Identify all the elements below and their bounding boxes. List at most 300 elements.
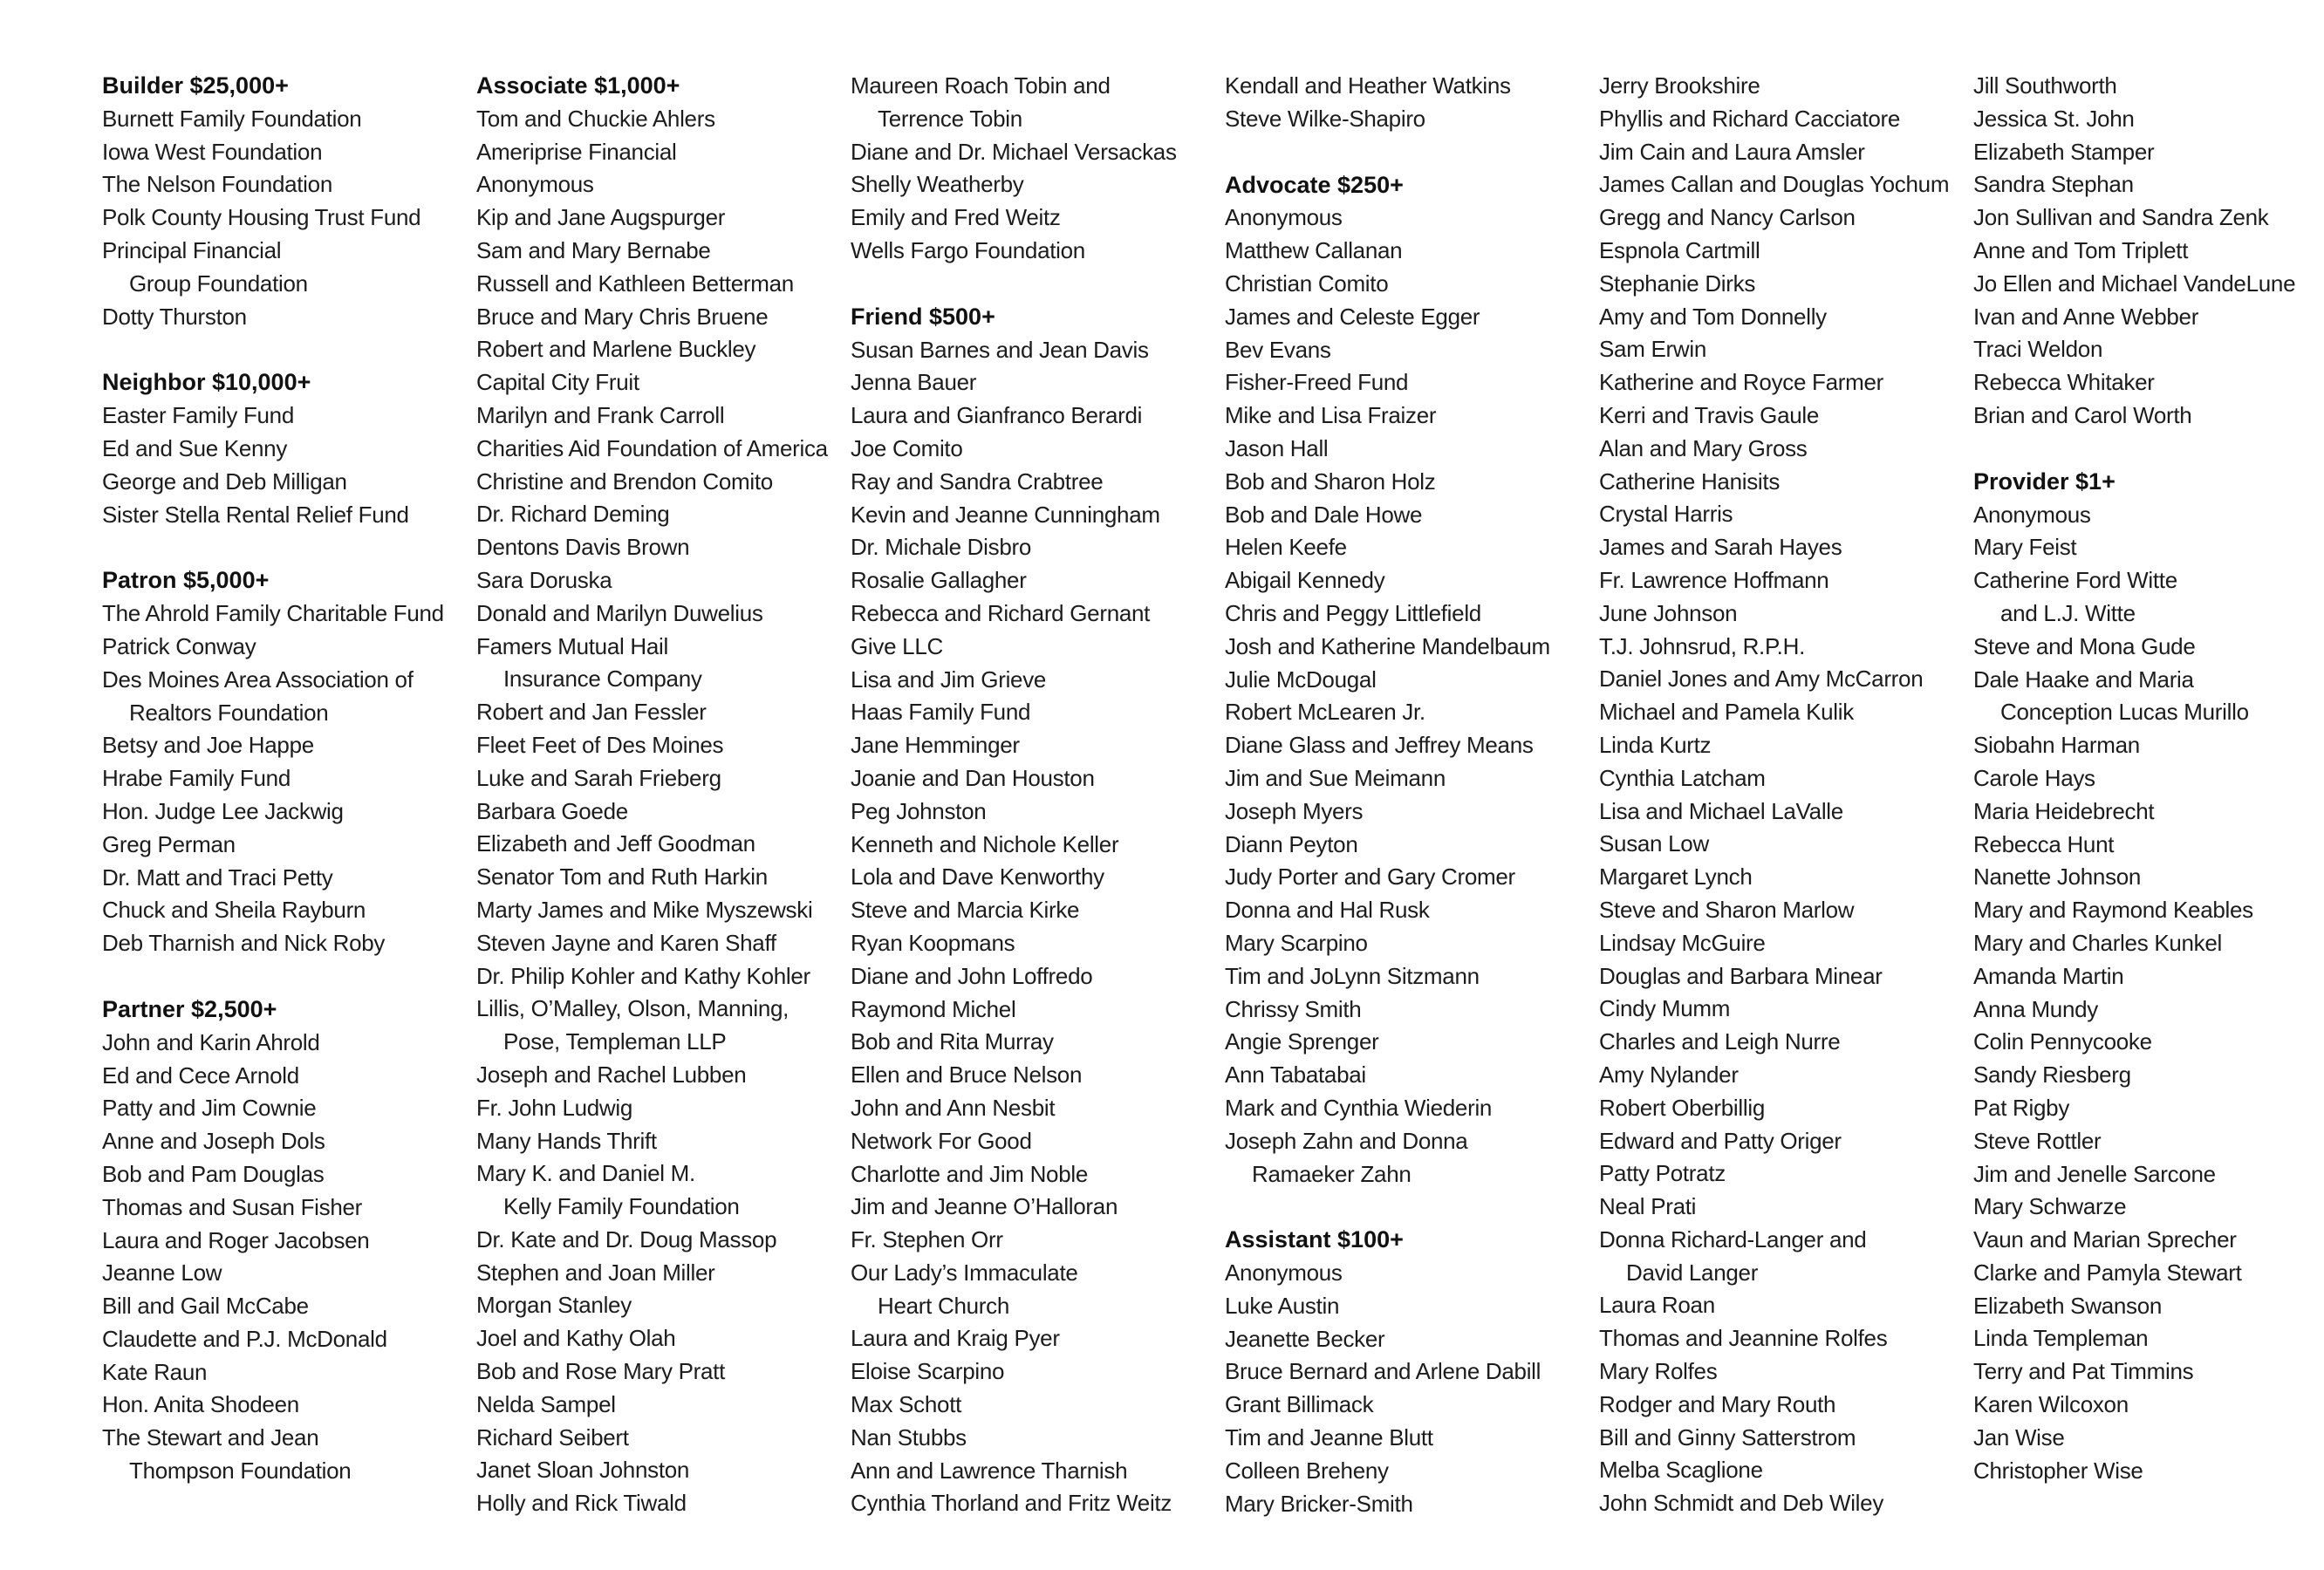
donor-name (102, 894, 468, 927)
donor-name (102, 762, 468, 795)
donor-name-line: Robert and Marlene Buckley (476, 336, 756, 363)
donor-name (476, 366, 843, 399)
donor-name-line: Donna and Hal Rusk (1225, 897, 1430, 924)
donor-name (476, 1422, 843, 1455)
donor-name (1973, 235, 2324, 268)
donor-name-line: Amy and Tom Donnelly (1599, 303, 1827, 330)
donor-name (851, 399, 1217, 433)
donor-name-line: Janet Sloan Johnston (476, 1457, 690, 1484)
donor-name-line: Clarke and Pamyla Stewart (1973, 1259, 2242, 1286)
donor-name-line: Bill and Gail McCabe (102, 1293, 309, 1320)
donor-name-line: Sam and Mary Bernabe (476, 236, 711, 263)
donor-name-line: Iowa West Foundation (102, 138, 323, 165)
donor-name-line: Joseph and Rachel Lubben (476, 1061, 747, 1088)
donor-name-line: Fr. Lawrence Hoffmann (1599, 566, 1829, 593)
donor-name-line: Eloise Scarpino (851, 1358, 1005, 1385)
donor-name-line: Many Hands Thrift (476, 1127, 657, 1154)
donor-name (851, 201, 1217, 235)
donor-name-line: Easter Family Fund (102, 402, 295, 429)
donor-name-line: Christopher Wise (1973, 1457, 2143, 1484)
donor-name (1225, 1026, 1591, 1059)
donor-name (851, 1257, 1217, 1323)
donor-name (851, 466, 1217, 499)
donor-name (1599, 696, 1965, 729)
donor-name-line: Dr. Richard Deming (476, 501, 670, 528)
donor-name-continuation: Kelly Family Foundation (503, 1193, 740, 1220)
donor-name (851, 235, 1217, 268)
donor-name (851, 664, 1217, 697)
donor-name (1599, 564, 1965, 597)
donor-name (1599, 103, 1965, 136)
donor-name (1225, 1290, 1591, 1323)
donor-section (1973, 466, 2324, 1488)
donor-name-line: Mark and Cynthia Wiederin (1225, 1094, 1493, 1121)
donor-name-line: Barbara Goede (476, 797, 628, 824)
donor-name (102, 1027, 468, 1060)
donor-name (851, 1191, 1217, 1224)
donor-name (1225, 499, 1591, 532)
donor-name-line: Jeanne Low (102, 1259, 222, 1287)
donor-name-line: Luke Austin (1225, 1292, 1340, 1319)
donor-name (476, 333, 843, 366)
donor-name (1973, 1322, 2324, 1355)
donor-name (1973, 1355, 2324, 1389)
donor-name (851, 1389, 1217, 1422)
donor-name-line: Bob and Dale Howe (1225, 501, 1423, 528)
donor-name-line: Anne and Tom Triplett (1973, 236, 2189, 263)
donor-name-line: Rebecca Hunt (1973, 830, 2115, 857)
donor-name (1225, 466, 1591, 499)
donor-name-line: Ray and Sandra Crabtree (851, 468, 1104, 495)
donor-name-line: Principal Financial (102, 236, 282, 263)
donor-name-line: Katherine and Royce Farmer (1599, 369, 1884, 396)
donor-name (1225, 729, 1591, 762)
donor-name-line: Anonymous (1225, 204, 1343, 231)
donor-name (1225, 1125, 1591, 1191)
donor-name-line: Patrick Conway (102, 632, 256, 659)
donor-name-line: Mary and Charles Kunkel (1973, 929, 2223, 956)
donor-column (851, 70, 1217, 1553)
donor-name-line: The Stewart and Jean (102, 1424, 319, 1451)
donor-name-line: Helen Keefe (1225, 534, 1347, 561)
donor-name-line: Laura and Kraig Pyer (851, 1325, 1060, 1352)
donor-name-line: Rodger and Mary Routh (1599, 1390, 1836, 1417)
donor-name (1599, 498, 1965, 531)
donor-name (476, 927, 843, 960)
donor-name (102, 301, 468, 334)
donor-name (102, 1225, 468, 1258)
donor-name-line: Ivan and Anne Webber (1973, 303, 2199, 330)
donor-name-line: Jenna Bauer (851, 369, 977, 396)
donor-name (476, 1454, 843, 1487)
donor-name-line: Tim and Jeanne Blutt (1225, 1424, 1433, 1451)
donor-name-line: The Nelson Foundation (102, 171, 332, 198)
donor-name-line: Donald and Marilyn Duwelius (476, 599, 763, 626)
donor-name-continuation: Heart Church (878, 1292, 1010, 1319)
donor-name (1973, 499, 2324, 532)
donor-name-line: Claudette and P.J. McDonald (102, 1325, 387, 1352)
donor-name (1225, 1059, 1591, 1092)
donor-name (1599, 1389, 1965, 1422)
section-heading: Provider $1+ (1973, 468, 2116, 495)
donor-name (1225, 399, 1591, 433)
donor-name (851, 1455, 1217, 1488)
donor-name-line: Joseph Myers (1225, 797, 1364, 824)
donor-name (851, 696, 1217, 729)
donor-name (851, 1059, 1217, 1092)
donor-name (102, 664, 468, 730)
donor-name (1599, 235, 1965, 268)
donor-name-line: John and Karin Ahrold (102, 1028, 320, 1055)
donor-name-continuation: Pose, Templeman LLP (503, 1028, 727, 1055)
donor-name-line: Mary Schwarze (1973, 1193, 2127, 1220)
donor-name-line: Julie McDougal (1225, 666, 1377, 693)
donor-name-line: Rebecca and Richard Gernant (851, 599, 1151, 626)
donor-name-line: Kendall and Heather Watkins (1225, 72, 1511, 99)
donor-name (1225, 1389, 1591, 1422)
donor-name-line: Jeanette Becker (1225, 1325, 1385, 1352)
donor-name (1973, 1257, 2324, 1290)
donor-name-line: Patty Potratz (1599, 1160, 1726, 1187)
donor-name (102, 201, 468, 235)
donor-name-line: The Ahrold Family Charitable Fund (102, 600, 444, 627)
donor-name-line: Greg Perman (102, 830, 236, 857)
donor-name (476, 993, 843, 1059)
donor-name-line: Mary Bricker-Smith (1225, 1490, 1413, 1517)
donor-name (476, 631, 843, 697)
donor-name (1599, 1289, 1965, 1322)
donor-name (102, 1257, 468, 1290)
donor-name (1973, 366, 2324, 399)
donor-name (476, 1224, 843, 1257)
donor-name (102, 168, 468, 201)
donor-name (476, 1125, 843, 1158)
donor-name-continuation: Insurance Company (503, 666, 702, 693)
donor-name-line: Holly and Rick Tiwald (476, 1490, 687, 1517)
donor-name-line: Mary and Raymond Keables (1973, 897, 2253, 924)
donor-name (102, 499, 468, 532)
donor-name (1973, 861, 2324, 894)
donor-name-line: Chrissy Smith (1225, 995, 1362, 1022)
donor-name-line: Charlotte and Jim Noble (851, 1160, 1089, 1187)
donor-name-line: Dentons Davis Brown (476, 534, 690, 561)
donor-name (102, 1323, 468, 1356)
donor-name-line: Steve Rottler (1973, 1127, 2102, 1154)
donor-name-line: Wells Fargo Foundation (851, 236, 1085, 263)
donor-column (102, 70, 468, 1521)
donor-name (1225, 927, 1591, 960)
donor-name (1973, 70, 2324, 103)
donor-name (1225, 1422, 1591, 1455)
donor-name-line: Gregg and Nancy Carlson (1599, 204, 1856, 231)
donor-name-line: Brian and Carol Worth (1973, 401, 2192, 428)
donor-name (851, 1224, 1217, 1257)
donor-name-line: Jason Hall (1225, 434, 1329, 461)
donor-name (102, 631, 468, 664)
donor-name-line: Dotty Thurston (102, 303, 247, 330)
donor-name-continuation: David Langer (1626, 1259, 1759, 1286)
donor-name-line: Abigail Kennedy (1225, 567, 1385, 594)
donor-name (476, 1289, 843, 1322)
donor-name (851, 597, 1217, 631)
donor-name (1599, 927, 1965, 960)
donor-name-line: Bob and Rose Mary Pratt (476, 1358, 726, 1385)
donor-section (102, 564, 468, 960)
donor-name-line: June Johnson (1599, 599, 1738, 626)
donor-name-line: Jon Sullivan and Sandra Zenk (1973, 204, 2269, 231)
donor-name-line: Diane Glass and Jeffrey Means (1225, 732, 1534, 759)
donor-name-line: Jim and Jeanne O’Halloran (851, 1193, 1118, 1220)
donor-name-line: Lola and Dave Kenworthy (851, 864, 1104, 891)
donor-name (476, 696, 843, 729)
donor-name (476, 795, 843, 829)
donor-name-line: Colleen Breheny (1225, 1457, 1389, 1484)
section-heading: Advocate $250+ (1225, 171, 1404, 198)
donor-name-line: Shelly Weatherby (851, 171, 1024, 198)
donor-name (1225, 103, 1591, 136)
donor-name-line: Bruce Bernard and Arlene Dabill (1225, 1358, 1541, 1385)
donor-name (1973, 103, 2324, 136)
donor-name (102, 1356, 468, 1389)
donor-name (1973, 762, 2324, 795)
donor-name (476, 762, 843, 795)
donor-name-line: Lillis, O’Malley, Olson, Manning, (476, 995, 789, 1022)
donor-name-line: Crystal Harris (1599, 501, 1733, 528)
donor-name-line: Sandy Riesberg (1973, 1061, 2131, 1089)
donor-name-line: Joseph Zahn and Donna (1225, 1127, 1468, 1154)
donor-name (476, 136, 843, 169)
donor-name-line: Robert McLearen Jr. (1225, 699, 1425, 726)
donor-name-line: Lindsay McGuire (1599, 929, 1766, 956)
donor-section (851, 70, 1217, 268)
donor-name (476, 1322, 843, 1355)
donor-name-line: Ann Tabatabai (1225, 1061, 1366, 1089)
donor-name (1973, 268, 2324, 301)
donor-name-line: Elizabeth Swanson (1973, 1292, 2163, 1319)
donor-name-line: Lisa and Michael LaValle (1599, 797, 1843, 824)
donor-name (851, 168, 1217, 201)
donor-name (1973, 1455, 2324, 1488)
donor-name-line: Hrabe Family Fund (102, 765, 290, 792)
donor-name-line: Traci Weldon (1973, 336, 2103, 363)
donor-name (1225, 795, 1591, 829)
donor-name (102, 597, 468, 631)
donor-name (102, 1158, 468, 1191)
donor-name (1599, 1157, 1965, 1191)
donor-section (1225, 1224, 1591, 1520)
donor-name-line: Carole Hays (1973, 764, 2095, 791)
section-heading: Builder $25,000+ (102, 72, 289, 99)
donor-name-line: Diane and John Loffredo (851, 962, 1093, 989)
donor-name (476, 597, 843, 631)
donor-name-line: Fleet Feet of Des Moines (476, 731, 724, 758)
donor-name (1599, 1191, 1965, 1224)
donor-name (851, 1422, 1217, 1455)
donor-name-line: Dr. Michale Disbro (851, 534, 1031, 561)
donor-name (1225, 861, 1591, 894)
donor-name-line: Ann and Lawrence Tharnish (851, 1457, 1128, 1484)
donor-name (1973, 301, 2324, 334)
donor-name-line: Donna Richard-Langer and (1599, 1225, 1867, 1253)
section-heading: Neighbor $10,000+ (102, 369, 311, 396)
donor-name (1225, 894, 1591, 927)
donor-name-line: Laura and Roger Jacobsen (102, 1226, 370, 1253)
donor-name (476, 235, 843, 268)
donor-name-line: Sam Erwin (1599, 336, 1706, 363)
donor-name (1599, 366, 1965, 399)
donor-name (1973, 1125, 2324, 1158)
donor-name-line: Espnola Cartmill (1599, 236, 1760, 263)
section-heading: Partner $2,500+ (102, 995, 277, 1022)
donor-name-line: Elizabeth and Jeff Goodman (476, 830, 755, 857)
donor-name (102, 235, 468, 301)
donor-name (1225, 366, 1591, 399)
donor-name (476, 301, 843, 334)
donor-name-line: Douglas and Barbara Minear (1599, 962, 1883, 989)
donor-name (1973, 1389, 2324, 1422)
donor-name-line: Terry and Pat Timmins (1973, 1358, 2194, 1385)
donor-name (102, 862, 468, 895)
donor-name-line: Capital City Fruit (476, 369, 639, 396)
donor-section (1225, 169, 1591, 1191)
donor-name (1599, 729, 1965, 762)
donor-name-line: Amy Nylander (1599, 1061, 1739, 1088)
donor-name (1599, 960, 1965, 993)
donor-name-line: Marilyn and Frank Carroll (476, 401, 725, 428)
donor-name-line: Edward and Patty Origer (1599, 1127, 1842, 1154)
donor-name-line: Catherine Ford Witte (1973, 567, 2177, 594)
donor-name-line: Steven Jayne and Karen Shaff (476, 929, 776, 956)
donor-section (102, 993, 468, 1488)
donor-name-line: Thomas and Jeannine Rolfes (1599, 1325, 1888, 1352)
donor-name (1225, 564, 1591, 597)
section-heading: Associate $1,000+ (476, 72, 680, 99)
donor-name-line: Nanette Johnson (1973, 864, 2142, 891)
donor-name-line: Steve and Sharon Marlow (1599, 896, 1855, 923)
donor-name-line: John and Ann Nesbit (851, 1094, 1056, 1121)
donor-name (851, 631, 1217, 664)
donor-name (1973, 664, 2324, 730)
donor-name-line: Polk County Housing Trust Fund (102, 204, 421, 231)
donor-name (1599, 466, 1965, 499)
donor-name-line: Cindy Mumm (1599, 995, 1731, 1022)
donor-name-line: Linda Kurtz (1599, 731, 1712, 758)
donor-name (1225, 268, 1591, 301)
donor-name (1973, 1191, 2324, 1224)
donor-name-line: Raymond Michel (851, 995, 1016, 1022)
donor-name (476, 861, 843, 894)
donor-name (1599, 597, 1965, 631)
donor-name (851, 1322, 1217, 1355)
donor-name-line: Tom and Chuckie Ahlers (476, 105, 715, 132)
donor-name-line: Amanda Martin (1973, 962, 2124, 989)
donor-name-continuation: Thompson Foundation (129, 1457, 352, 1485)
donor-name (851, 1026, 1217, 1059)
donor-name-line: T.J. Johnsrud, R.P.H. (1599, 632, 1805, 659)
donor-name-line: Melba Scaglione (1599, 1457, 1763, 1484)
donor-name (1225, 993, 1591, 1027)
donor-name-line: Marty James and Mike Myszewski (476, 896, 813, 923)
donor-name-line: Ed and Cece Arnold (102, 1061, 299, 1089)
donor-name-line: Siobahn Harman (1973, 732, 2140, 759)
donor-name (1973, 729, 2324, 762)
donor-name (1973, 927, 2324, 960)
donor-name-line: Catherine Hanisits (1599, 468, 1781, 495)
donor-name (1973, 894, 2324, 927)
donor-name (1225, 1455, 1591, 1488)
donor-name (476, 1157, 843, 1224)
donor-name (476, 1059, 843, 1092)
donor-name (851, 136, 1217, 169)
donor-name (102, 1191, 468, 1225)
donor-name (102, 1389, 468, 1422)
donor-name-line: Senator Tom and Ruth Harkin (476, 864, 768, 891)
donor-name-line: James Callan and Douglas Yochum (1599, 171, 1950, 198)
donor-name-line: Robert and Jan Fessler (476, 699, 707, 726)
donor-name (851, 861, 1217, 894)
donor-name-line: Peg Johnston (851, 797, 987, 824)
donor-name-line: Chuck and Sheila Rayburn (102, 897, 366, 924)
donor-name-line: Jim and Jenelle Sarcone (1973, 1160, 2216, 1187)
donor-name-line: Ellen and Bruce Nelson (851, 1061, 1083, 1089)
donor-name (476, 729, 843, 762)
donor-name (1225, 1257, 1591, 1290)
donor-name-line: Anonymous (1973, 501, 2091, 528)
donor-name (1973, 168, 2324, 201)
donor-name (476, 399, 843, 433)
donor-name-line: Vaun and Marian Sprecher (1973, 1226, 2237, 1253)
donor-name-line: Sister Stella Rental Relief Fund (102, 501, 409, 528)
donor-name-continuation: Terrence Tobin (878, 105, 1022, 132)
donor-name-line: Network For Good (851, 1127, 1032, 1154)
donor-name (851, 564, 1217, 597)
donor-name-line: Kenneth and Nichole Keller (851, 830, 1119, 857)
donor-name-line: Pat Rigby (1973, 1094, 2070, 1121)
donor-name-line: Bill and Ginny Satterstrom (1599, 1423, 1856, 1451)
donor-name-line: Mike and Lisa Fraizer (1225, 402, 1437, 429)
donor-name-line: Grant Billimack (1225, 1391, 1374, 1418)
donor-name-line: Luke and Sarah Frieberg (476, 764, 721, 791)
donor-name (1599, 268, 1965, 301)
donor-name-line: Margaret Lynch (1599, 864, 1753, 891)
donor-name (851, 960, 1217, 993)
donor-name-continuation: Ramaeker Zahn (1252, 1160, 1411, 1187)
donor-name (102, 466, 468, 499)
donor-name-line: Joanie and Dan Houston (851, 764, 1095, 791)
donor-name (476, 433, 843, 466)
donor-name (476, 828, 843, 861)
donor-name (1225, 960, 1591, 993)
donor-name (1599, 1487, 1965, 1520)
donor-name-line: Sandra Stephan (1973, 171, 2134, 198)
donor-name-line: Charles and Leigh Nurre (1599, 1028, 1841, 1055)
donor-name (1973, 960, 2324, 993)
donor-name-line: Haas Family Fund (851, 699, 1031, 726)
donor-name (1599, 1026, 1965, 1059)
donor-section (476, 70, 843, 1520)
donor-name (476, 466, 843, 499)
donor-name (851, 433, 1217, 466)
donor-section (1973, 70, 2324, 433)
donor-name (102, 729, 468, 762)
donor-name-line: Sara Doruska (476, 566, 612, 593)
donor-name (1225, 631, 1591, 664)
donor-name-line: James and Sarah Hayes (1599, 534, 1842, 561)
donor-name-line: Bob and Pam Douglas (102, 1160, 325, 1187)
donor-name-line: Anonymous (476, 171, 594, 198)
donor-name (1973, 1290, 2324, 1323)
donor-name-line: Laura Roan (1599, 1292, 1715, 1319)
